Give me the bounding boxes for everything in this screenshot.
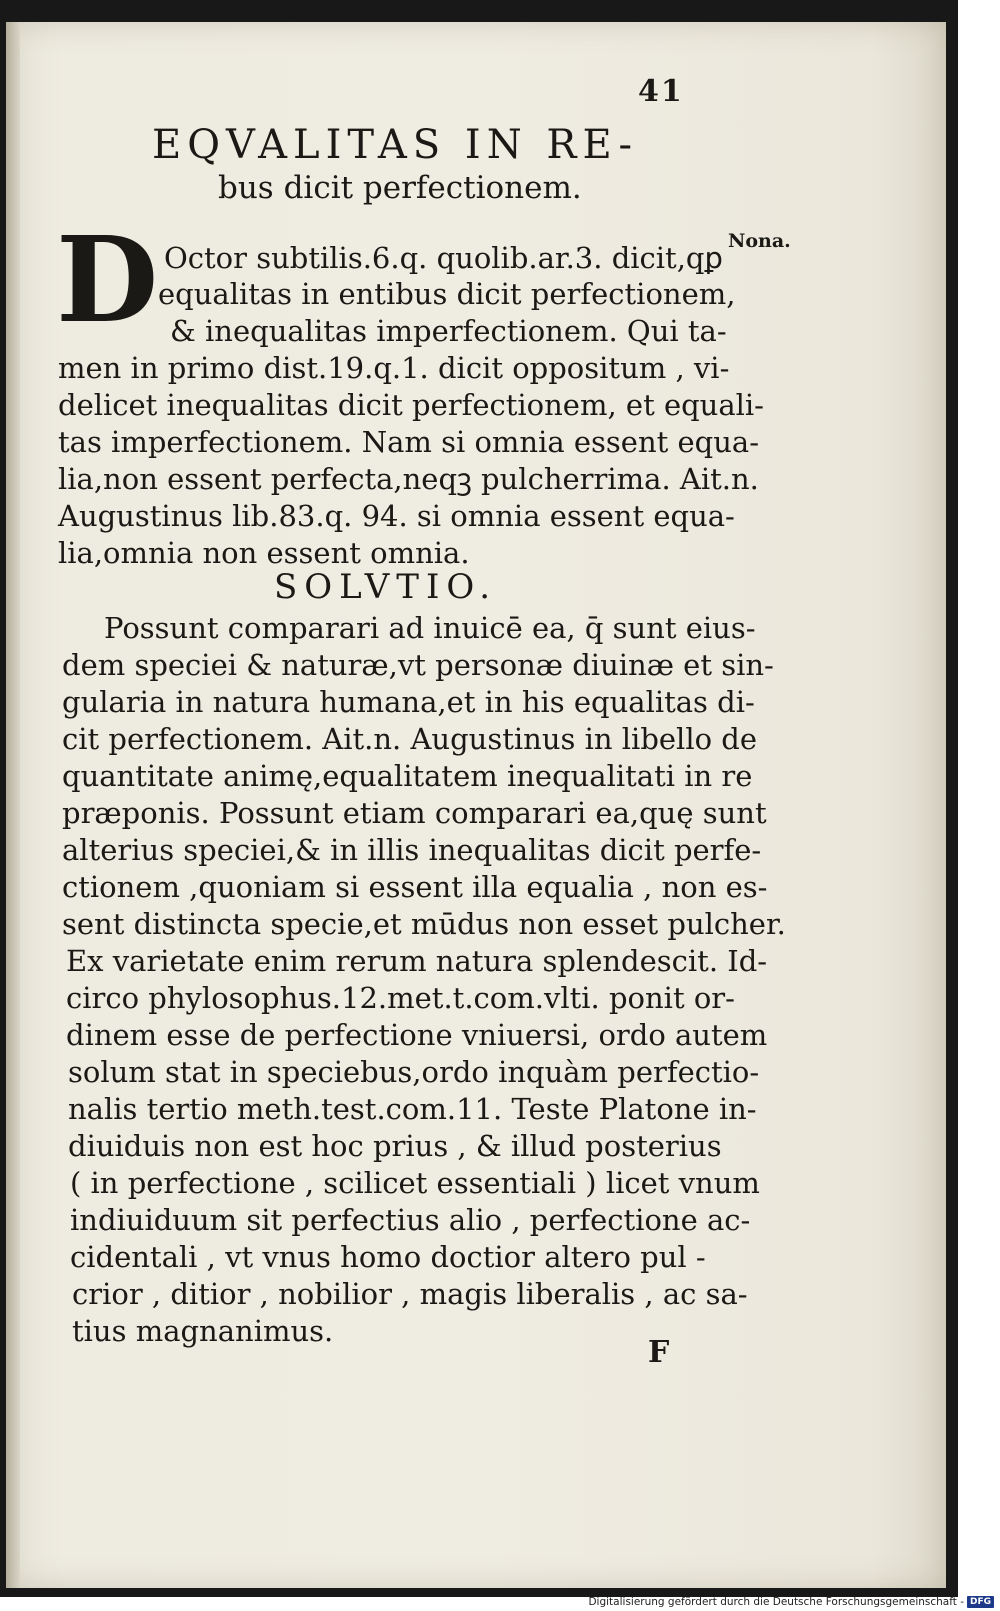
- solutio-line: quantitate animę,equalitatem inequalitati in re: [62, 759, 753, 793]
- solutio-line: crior , ditior , nobilior , magis liberalis , ac sa-: [72, 1277, 748, 1311]
- solutio-line: ( in perfectione , scilicet essentiali ) licet vnum: [70, 1166, 760, 1200]
- solutio-line: dinem esse de perfectione vniuersi, ordo autem: [66, 1018, 768, 1052]
- solutio-line: præponis. Possunt etiam comparari ea,quę sunt: [62, 796, 767, 830]
- dfg-logo-icon: DFG: [967, 1596, 994, 1608]
- drop-cap-initial: D: [56, 210, 159, 349]
- solutio-line: cit perfectionem. Ait.n. Augustinus in libello de: [62, 722, 758, 756]
- book-page: [6, 22, 946, 1588]
- signature-mark: F: [648, 1335, 670, 1370]
- credit-text: Digitalisierung gefördert durch die Deutsche Forschungsgemeinschaft -: [588, 1596, 964, 1608]
- solutio-line: nalis tertio meth.test.com.11. Teste Platone in-: [68, 1092, 757, 1126]
- body-line: Augustinus lib.83.q. 94. si omnia essent equa-: [58, 499, 735, 533]
- section-heading: SOLVTIO.: [274, 567, 498, 607]
- body-line: delicet inequalitas dicit perfectionem, et equali-: [58, 388, 764, 422]
- body-line: tas imperfectionem. Nam si omnia essent equa-: [58, 425, 760, 459]
- body-line: lia,non essent perfecta,neqꝫ pulcherrima. Ait.n.: [58, 462, 759, 496]
- solutio-line: cidentali , vt vnus homo doctior altero pul -: [70, 1240, 706, 1274]
- solutio-line: ctionem ,quoniam si essent illa equalia , non es-: [62, 870, 768, 904]
- body-line: equalitas in entibus dicit perfectionem,: [158, 277, 736, 311]
- solutio-line: Possunt comparari ad inuicē ea, q̄ sunt eius-: [104, 611, 756, 645]
- solutio-line: gularia in natura humana,et in his equalitas di-: [62, 685, 755, 719]
- solutio-line: indiuiduum sit perfectius alio , perfectione ac-: [70, 1203, 751, 1237]
- body-line: men in primo dist.19.q.1. dicit oppositum , vi-: [58, 351, 730, 385]
- page-title-line-2: bus dicit perfectionem.: [218, 170, 582, 206]
- solutio-line: dem speciei & naturæ,vt personæ diuinæ et sin-: [62, 648, 774, 682]
- solutio-line: sent distincta specie,et mūdus non esset pulcher.: [62, 907, 786, 941]
- solutio-line: diuiduis non est hoc prius , & illud posterius: [68, 1129, 722, 1163]
- digitization-credit: [588, 1596, 994, 1608]
- body-line: & inequalitas imperfectionem. Qui ta-: [170, 314, 727, 348]
- body-line: lia,omnia non essent omnia.: [58, 536, 470, 570]
- margin-note: Nona.: [728, 230, 791, 252]
- solutio-line: alterius speciei,& in illis inequalitas dicit perfe-: [62, 833, 762, 867]
- page-spine-shadow: [6, 22, 20, 1588]
- page-title-line-1: EQVALITAS IN RE-: [152, 122, 638, 168]
- solutio-line: circo phylosophus.12.met.t.com.vlti. ponit or-: [66, 981, 735, 1015]
- page-number: 41: [638, 74, 684, 109]
- solutio-line: Ex varietate enim rerum natura splendescit. Id-: [66, 944, 768, 978]
- solutio-line: solum stat in speciebus,ordo inquàm perfectio-: [68, 1055, 760, 1089]
- solutio-line: tius magnanimus.: [72, 1314, 334, 1348]
- body-line: Octor subtilis.6.q. quolib.ar.3. dicit,qꝑ: [164, 241, 723, 275]
